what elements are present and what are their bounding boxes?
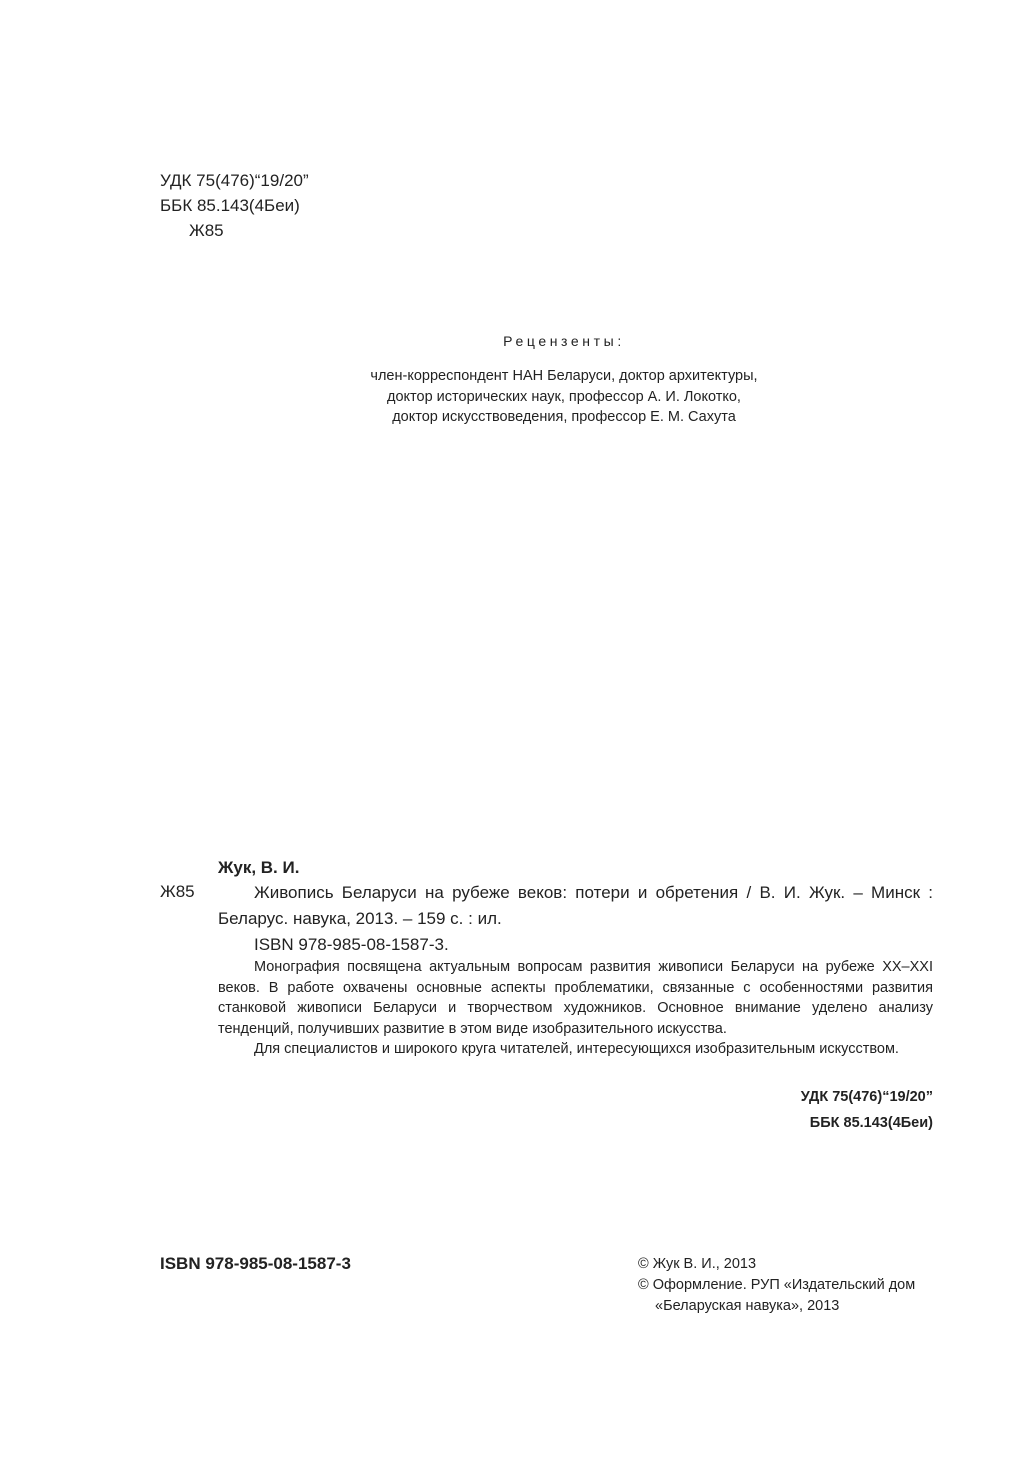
annotation [218,957,933,1060]
annotation-paragraph: Монография посвящена актуальным вопросам развития живописи Беларуси на рубеже XX–XXI веков. В работе охвачены основные аспекты проблематики, связанные с особенностями развития станковой живописи Беларуси и творчеством художников. Основное внимание уделено анализу тенденций, получивших развитие в этом виде изобразительного искусства. [218,959,933,1037]
copyright-author: © Жук В. И., 2013 [638,1256,757,1272]
annotation-paragraph: Для специалистов и широкого круга читателей, интересующихся изобразительным искусством. [254,1041,899,1057]
reviewer-line: доктор исторических наук, профессор А. И. Локотко, [387,388,741,405]
udk-code: УДК 75(476)“19/20” [160,171,309,190]
card-imprint-line: Беларус. навука, 2013. – 159 с. : ил. [218,909,502,928]
card-author-mark: Ж85 [160,882,195,901]
reviewers-list [0,366,1034,428]
classification-block [160,168,309,243]
copyright-publisher: «Беларуская навука», 2013 [655,1298,840,1314]
card-isbn: ISBN 978-985-08-1587-3. [254,935,449,954]
reviewer-line: член-корреспондент НАН Беларуси, доктор архитектуры, [370,368,758,384]
card-author: Жук, В. И. [218,858,300,877]
card-title-line: Живопись Беларуси на рубеже веков: потери и обретения / В. И. Жук. – Минск : [254,883,933,902]
bbk-code: ББК 85.143(4Беи) [160,196,300,215]
copyright-design: © Оформление. РУП «Издательский дом [638,1277,916,1293]
reviewer-line: доктор искусствоведения, профессор Е. М. Сахута [392,409,736,425]
reviewers-heading: Рецензенты: [503,333,625,349]
card-bbk: ББК 85.143(4Беи) [809,1115,933,1131]
copyright-block [638,1254,915,1317]
card-classification [801,1084,933,1136]
author-mark: Ж85 [189,221,224,240]
card-udk: УДК 75(476)“19/20” [800,1089,933,1105]
footer-isbn: ISBN 978-985-08-1587-3 [160,1254,351,1273]
card-description [218,880,933,958]
